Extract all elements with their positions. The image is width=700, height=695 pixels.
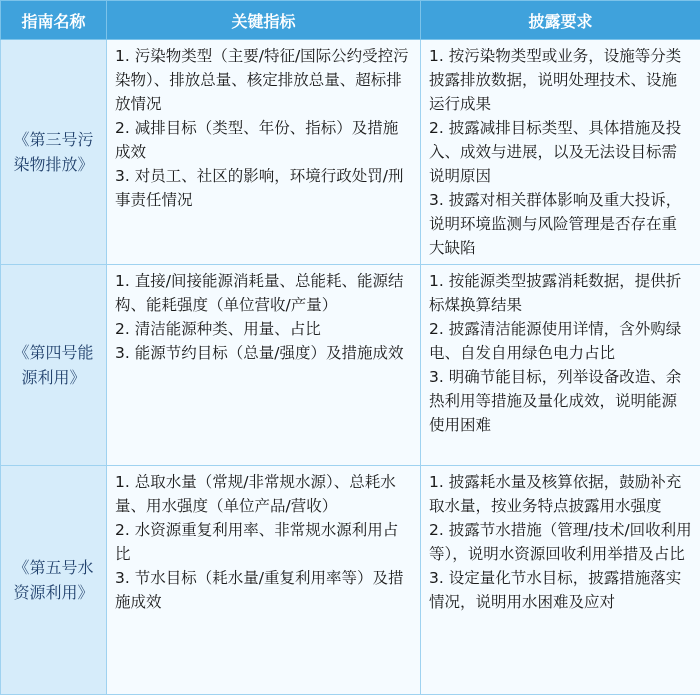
indicator-item: 2. 减排目标（类型、年份、指标）及措施成效 <box>115 116 412 164</box>
disclosure-requirements-cell <box>421 40 700 265</box>
indicator-item: 2. 清洁能源种类、用量、占比 <box>115 317 412 341</box>
disclosure-requirements-cell <box>421 265 700 466</box>
requirement-item: 2. 披露减排目标类型、具体措施及投入、成效与进展，以及无法设目标需说明原因 <box>429 116 692 188</box>
indicator-item: 3. 对员工、社区的影响，环境行政处罚/刑事责任情况 <box>115 164 412 212</box>
table-row <box>1 265 700 466</box>
table-row <box>1 40 700 265</box>
guideline-name <box>1 265 107 466</box>
table-row <box>1 466 700 695</box>
header-row <box>1 1 700 40</box>
indicator-item: 1. 直接/间接能源消耗量、总能耗、能源结构、能耗强度（单位营收/产量） <box>115 269 412 317</box>
disclosure-requirements-cell <box>421 466 700 695</box>
key-indicators-cell <box>107 265 421 466</box>
key-indicators-cell <box>107 466 421 695</box>
requirement-item: 2. 披露节水措施（管理/技术/回收利用等），说明水资源回收利用举措及占比 <box>429 518 692 566</box>
indicator-item: 3. 能源节约目标（总量/强度）及措施成效 <box>115 341 412 365</box>
key-indicators-cell <box>107 40 421 265</box>
requirement-item: 3. 披露对相关群体影响及重大投诉，说明环境监测与风险管理是否存在重大缺陷 <box>429 188 692 260</box>
requirement-item: 2. 披露清洁能源使用详情，含外购绿电、自发自用绿色电力占比 <box>429 317 692 365</box>
indicator-item: 2. 水资源重复利用率、非常规水源利用占比 <box>115 518 412 566</box>
guideline-name <box>1 40 107 265</box>
requirement-item: 3. 设定量化节水目标，披露措施落实情况，说明用水困难及应对 <box>429 566 692 614</box>
indicator-item: 1. 污染物类型（主要/特征/国际公约受控污染物）、排放总量、核定排放总量、超标排放情况 <box>115 44 412 116</box>
requirement-item: 1. 按污染物类型或业务，设施等分类披露排放数据，说明处理技术、设施运行成果 <box>429 44 692 116</box>
guideline-name-text: 《第五号水资源利用》 <box>13 558 93 602</box>
requirement-item: 1. 按能源类型披露消耗数据，提供折标煤换算结果 <box>429 269 692 317</box>
requirement-item: 3. 明确节能目标，列举设备改造、余热利用等措施及量化成效，说明能源使用困难 <box>429 365 692 437</box>
header-guideline-name: 指南名称 <box>1 1 107 40</box>
requirement-item: 1. 披露耗水量及核算依据，鼓励补充取水量，按业务特点披露用水强度 <box>429 470 692 518</box>
header-disclosure-requirements: 披露要求 <box>421 1 700 40</box>
indicator-item: 1. 总取水量（常规/非常规水源）、总耗水量、用水强度（单位产品/营收） <box>115 470 412 518</box>
guideline-name-text: 《第三号污染物排放》 <box>13 130 93 174</box>
guideline-name-text: 《第四号能源利用》 <box>13 343 93 387</box>
indicator-item: 3. 节水目标（耗水量/重复利用率等）及措施成效 <box>115 566 412 614</box>
header-key-indicators: 关键指标 <box>107 1 421 40</box>
guideline-name <box>1 466 107 695</box>
